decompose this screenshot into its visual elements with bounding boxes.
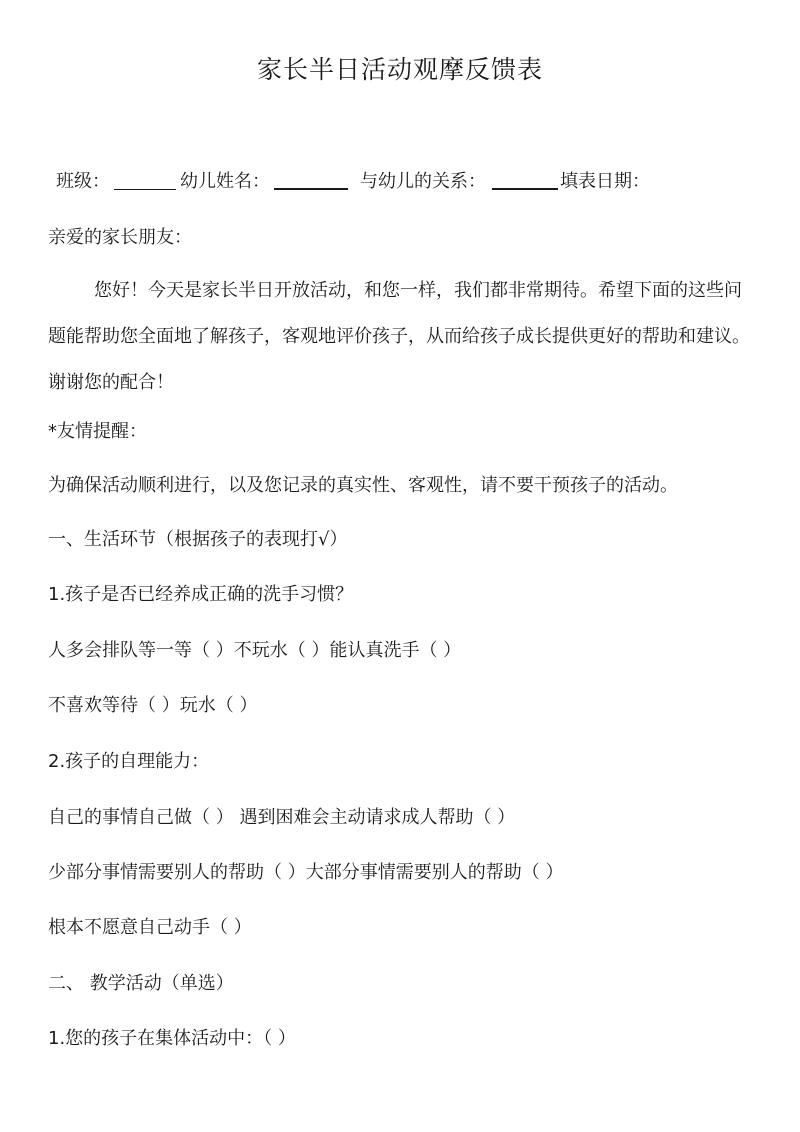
child-name-label: 幼儿姓名： bbox=[180, 171, 270, 192]
intro-text: 您好！今天是家长半日开放活动，和您一样，我们都非常期待。希望下面的这些问题能帮助您全面地了解孩子，客观地评价孩子，从而给孩子成长提供更好的帮助和建议。谢谢您的配合！ bbox=[48, 280, 750, 393]
relation-blank[interactable] bbox=[492, 170, 558, 190]
reminder-text: 为确保活动顺利进行，以及您记录的真实性、客观性，请不要干预孩子的活动。 bbox=[48, 475, 678, 496]
question-1-options-2: 不喜欢等待（ ）玩水（ ） bbox=[48, 695, 258, 716]
section2-question-1: 1.您的孩子在集体活动中：（ ） bbox=[48, 1028, 296, 1049]
section1-heading: 一、生活环节（根据孩子的表现打√） bbox=[48, 529, 348, 550]
intro-paragraph bbox=[48, 268, 758, 406]
date-label: 填表日期： bbox=[560, 171, 650, 192]
greeting: 亲爱的家长朋友： bbox=[48, 227, 192, 248]
section2-heading: 二、 教学活动（单选） bbox=[48, 973, 234, 994]
question-2-options-3: 根本不愿意自己动手（ ） bbox=[48, 917, 252, 938]
relation-label: 与幼儿的关系： bbox=[360, 171, 486, 192]
question-1-options-1: 人多会排队等一等（ ）不玩水（ ）能认真洗手（ ） bbox=[48, 640, 462, 661]
question-2: 2.孩子的自理能力： bbox=[48, 751, 210, 772]
info-line bbox=[56, 170, 650, 194]
child-name-blank[interactable] bbox=[274, 170, 348, 190]
class-label: 班级： bbox=[56, 171, 110, 192]
page-title: 家长半日活动观摩反馈表 bbox=[256, 55, 543, 84]
question-2-options-1: 自己的事情自己做（ ） 遇到困难会主动请求成人帮助（ ） bbox=[48, 807, 516, 828]
reminder-title: *友情提醒： bbox=[48, 421, 147, 442]
class-blank[interactable] bbox=[114, 171, 176, 190]
question-2-options-2: 少部分事情需要别人的帮助（ ）大部分事情需要别人的帮助（ ） bbox=[48, 862, 564, 883]
question-1: 1.孩子是否已经养成正确的洗手习惯？ bbox=[48, 584, 354, 605]
